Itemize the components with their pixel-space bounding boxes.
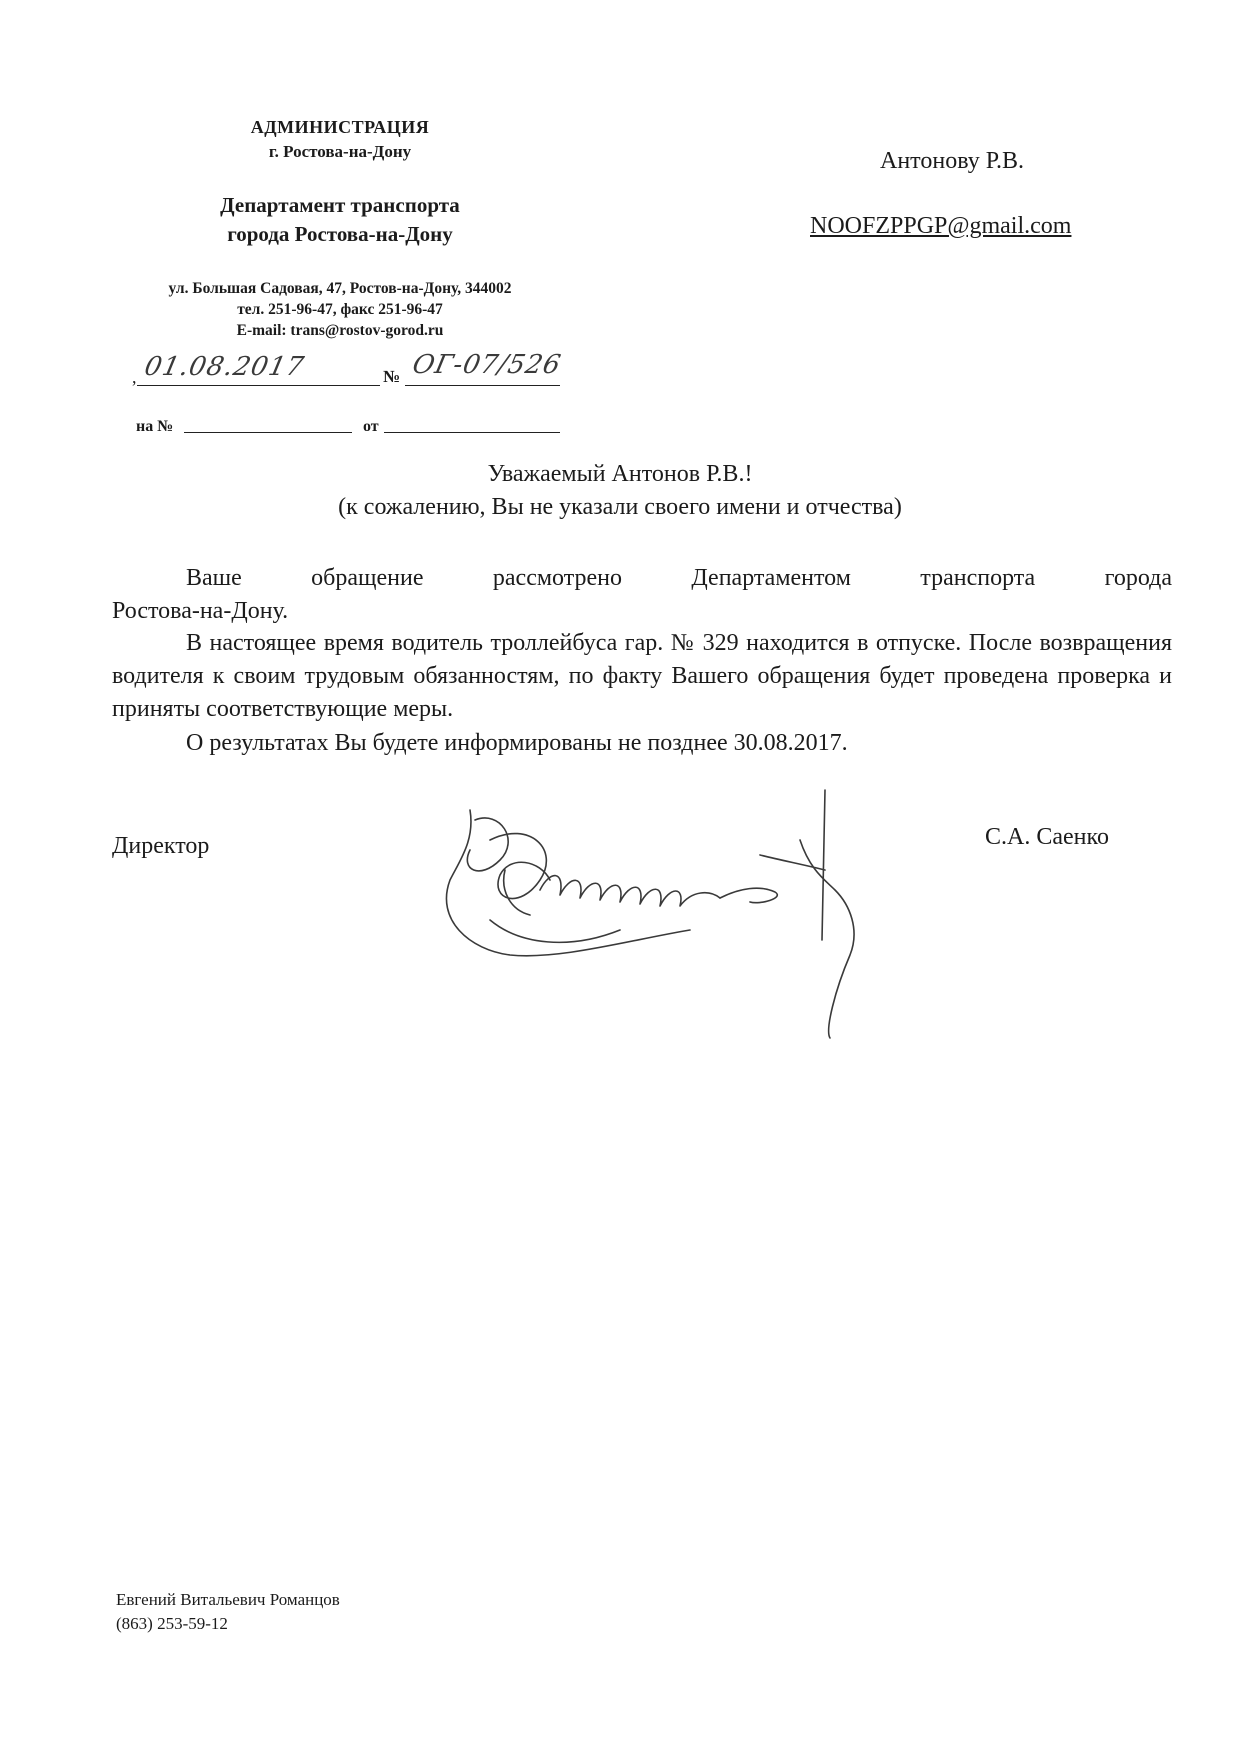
org-city: г. Ростова-на-Дону bbox=[268, 142, 412, 161]
org-title: АДМИНИСТРАЦИЯ bbox=[250, 117, 430, 137]
signer-name: С.А. Саенко bbox=[985, 824, 1109, 850]
handwritten-signature bbox=[430, 780, 930, 1045]
department-name: Департамент транспорта bbox=[220, 193, 460, 217]
date-tick: , bbox=[132, 367, 137, 387]
salutation: Уважаемый Антонов Р.В.! bbox=[487, 461, 753, 487]
recipient-name: Антонову Р.В. bbox=[880, 148, 1025, 174]
outgoing-date: 01.08.2017 bbox=[141, 352, 308, 382]
reply-to-line bbox=[184, 432, 352, 433]
paragraph-2: В настоящее время водитель троллейбуса гар. № 329 находится в отпуске. После возвращения водителя к своим трудовым обязанностям, по факту Вашего обращения будет проведена проверка и приняты соответствующие меры. bbox=[112, 630, 1172, 722]
sender-email: E-mail: trans@rostov-gorod.ru bbox=[236, 322, 444, 339]
executor-phone: (863) 253-59-12 bbox=[116, 1614, 228, 1633]
outgoing-number: ОГ-07/526 bbox=[409, 350, 564, 380]
paragraph-1-line-1: Ваше обращение рассмотрено Департаментом транспорта города bbox=[186, 565, 1172, 591]
sender-address: ул. Большая Садовая, 47, Ростов-на-Дону, 344002 bbox=[168, 280, 512, 297]
date-line bbox=[137, 385, 380, 386]
sender-phone-fax: тел. 251-96-47, факс 251-96-47 bbox=[237, 301, 443, 318]
name-note: (к сожалению, Вы не указали своего имени и отчества) bbox=[338, 494, 902, 520]
signer-position: Директор bbox=[112, 833, 210, 859]
from-label: от bbox=[363, 418, 379, 435]
reply-to-label: на № bbox=[136, 418, 174, 435]
executor-name: Евгений Витальевич Романцов bbox=[116, 1590, 340, 1609]
paragraph-1-line-2: Ростова-на-Дону. bbox=[112, 598, 289, 624]
recipient-email: NOOFZPPGP@gmail.com bbox=[810, 213, 1072, 239]
from-line bbox=[384, 432, 560, 433]
number-sign: № bbox=[383, 367, 401, 386]
paragraph-3: О результатах Вы будете информированы не позднее 30.08.2017. bbox=[186, 730, 848, 756]
number-line bbox=[405, 385, 560, 386]
department-city: города Ростова-на-Дону bbox=[227, 222, 453, 246]
